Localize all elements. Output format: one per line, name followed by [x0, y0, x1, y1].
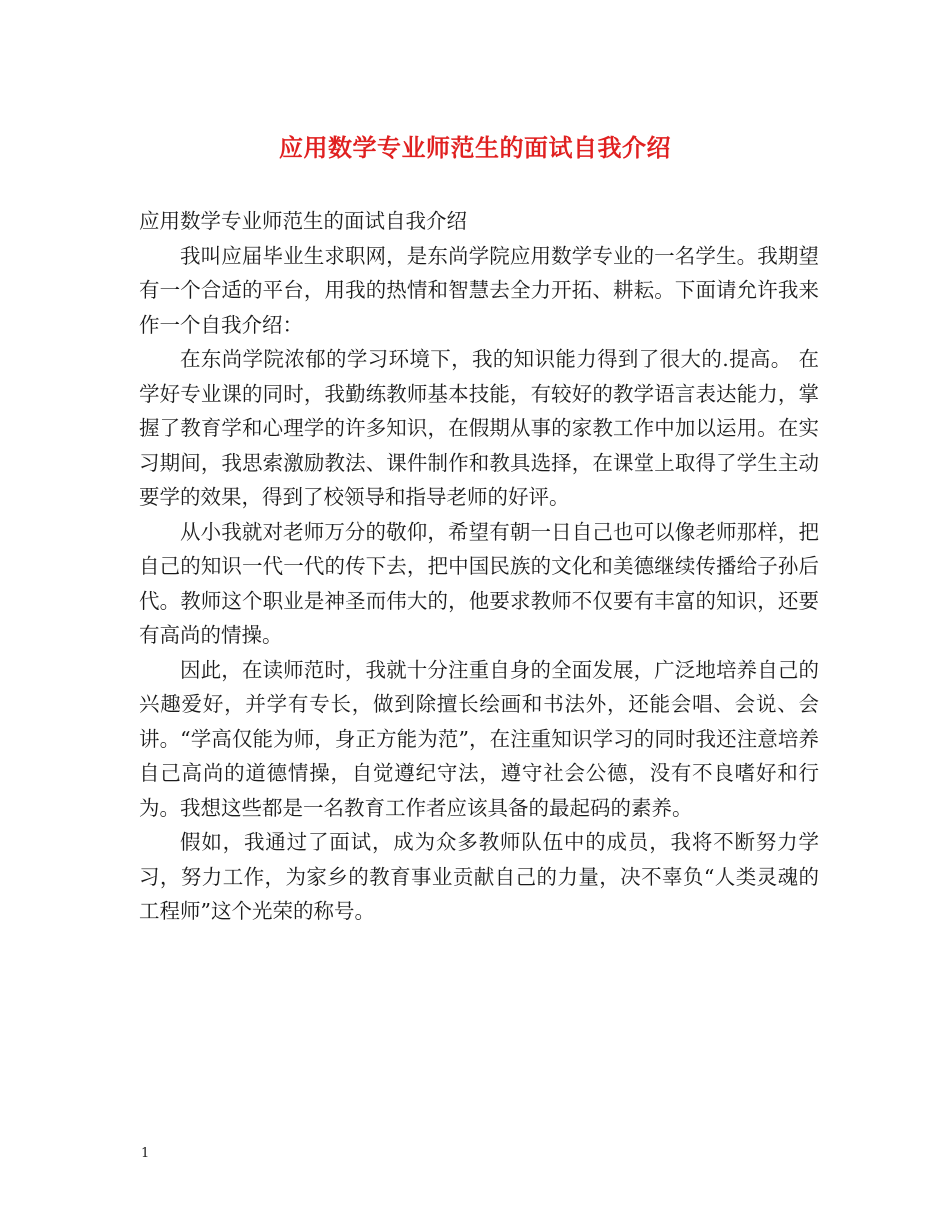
document-title: 应用数学专业师范生的面试自我介绍	[279, 133, 671, 162]
paragraph-conclusion: 假如，我通过了面试，成为众多教师队伍中的成员，我将不断努力学习，努力工作，为家乡的教育事业贡献自己的力量，决不辜负“人类灵魂的工程师”这个光荣的称号。	[139, 830, 819, 923]
document-subtitle: 应用数学专业师范生的面试自我介绍	[139, 209, 467, 233]
paragraph-introduction: 我叫应届毕业生求职网，是东尚学院应用数学专业的一名学生。我期望有一个合适的平台，用我的热情和智慧去全力开拓、耕耘。下面请允许我来作一个自我介绍：	[139, 243, 819, 337]
document-body	[139, 204, 819, 929]
page-number: 1	[141, 1146, 150, 1161]
paragraph-self-development: 因此，在读师范时，我就十分注重自身的全面发展，广泛地培养自己的兴趣爱好，并学有专长，做到除擅长绘画和书法外，还能会唱、会说、会讲。“学高仅能为师，身正方能为范”，在注重知识学习的同时我还注意培养自己高尚的道德情操，自觉遵纪守法，遵守社会公德，没有不良嗜好和行为。我想这些都是一名教育工作者应该具备的最起码的素养。	[139, 657, 819, 820]
paragraph-aspiration: 从小我就对老师万分的敬仰，希望有朝一日自己也可以像老师那样，把自己的知识一代一代的传下去，把中国民族的文化和美德继续传播给子孙后代。教师这个职业是神圣而伟大的，他要求教师不仅要有丰富的知识，还要有高尚的情操。	[139, 519, 819, 647]
paragraph-learning-experience: 在东尚学院浓郁的学习环境下，我的知识能力得到了很大的.提高。 在学好专业课的同时，我勤练教师基本技能，有较好的教学语言表达能力，掌握了教育学和心理学的许多知识，在假期从事的家教工作中加以运用。在实习期间，我思索激励教法、课件制作和教具选择，在课堂上取得了学生主动要学的效果，得到了校领导和指导老师的好评。	[139, 347, 819, 509]
